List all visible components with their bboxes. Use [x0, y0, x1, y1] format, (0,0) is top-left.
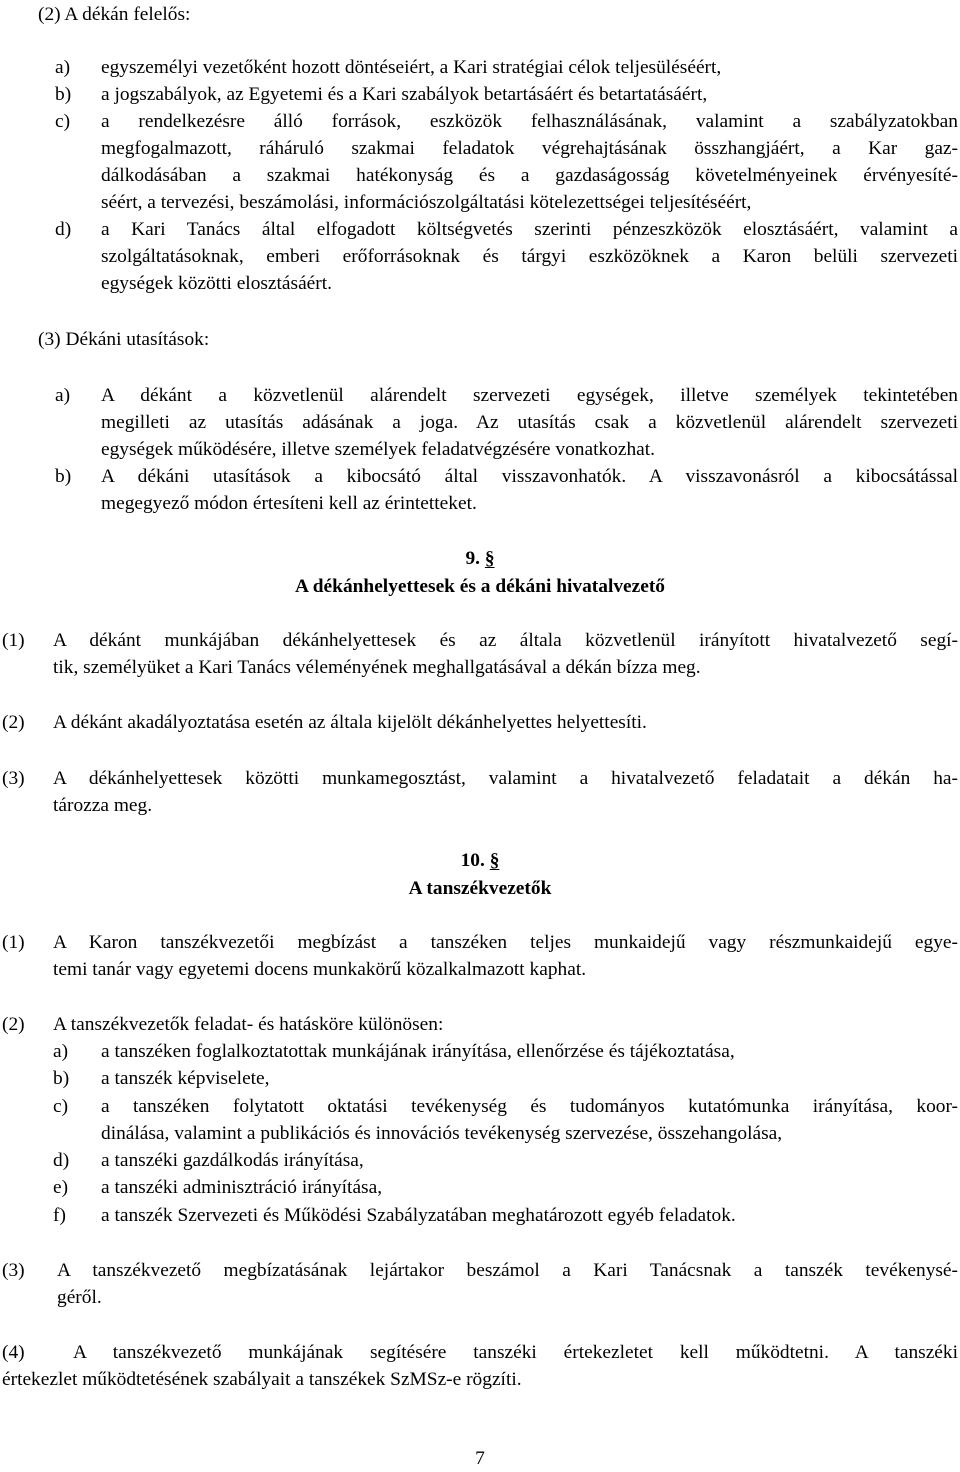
- section-sign: §: [489, 850, 500, 871]
- document-page: (2) A dékán felelős: a) egyszemélyi vezetőként hozott döntéseiért, a Kari stratégiai célok teljesüléséért, b) a jogszabályok, az Egyetemi és a Kari szabályok betartásáért és betartatásáért, c) a rendelkezésre álló források, eszközök felhasználásának, valamint a szabályzatokban megfogalmazott, ráháruló szakmai feladatok végrehajtásának összhangjáért, a Kar gaz- dálkodásában a szakmai hatékonyság és a gazdaságosság követelményeinek érvényesíté- séért, a tervezési, beszámolási, információszolgáltatási kötelezettségei teljesítéséért, d) a Kari Tanács által elfogadott költségvetés szerinti pénzeszközök elosztásáért, valamint a szolgáltatásoknak, emberi erőforrásoknak és tárgyi eszközöknek a Karon belüli szervezeti egységek közötti elosztásáért. (3) Dékáni utasítások: a) A dékánt a közvetlenül alárendelt szervezeti egységek, illetve személyek tekintetében megilleti az utasítás adásának a joga. Az utasítás csak a közvetlenül alárendelt szervezeti egységek működésére, illetve személyek feladatvégzésére vonatkozhat. b) A dékáni utasítások a kibocsátó által visszavonhatók. A visszavonásról a kibocsátással megegyező módon értesíteni kell az érintetteket. 9. § A dékánhelyettesek és a dékáni hivatalvezető (1) A dékánt munkájában dékánhelyettesek és az általa közvetlenül irányított hivatalvezető segí- tik, személyüket a Kari Tanács véleményének meghallgatásával a dékán bízza meg. (2) A dékánt akadályoztatása esetén az általa kijelölt dékánhelyettes helyettesíti. (3) A dékánhelyettesek közötti munkamegosztást, valamint a hivatalvezető feladatait a dékán ha- tározza meg. 10. § A tanszékvezetők (1) A Karon tanszékvezetői megbízást a tanszéken teljes munkaidejű vagy részmunkaidejű egye- temi tanár vagy egyetemi docens munkakörű közalkalmazott kaphat. (2) A tanszékvezetők feladat- és hatásköre különösen: a) a tanszéken foglalkoztatottak munkájának irányítása, ellenőrzése és tájékoztatása, b) a tanszék képviselete, c) a tanszéken folytatott oktatási tevékenység és tudományos kutatómunka irányítása, koor- dinálása, valamint a publikációs és innovációs tevékenység szervezése, összehangolása, d) a tanszéki gazdálkodás irányítása, e) a tanszéki adminisztráció irányítása, f) a tanszék Szervezeti és Működési Szabályzatában meghatározott egyéb feladatok. (3) A tanszékvezető megbízatásának lejártakor beszámol a Kari Tanácsnak a tanszék tevékenysé- géről. (4) A tanszékvezető munkájának segítésére tanszéki értekezletet kell működtetni. A tanszéki értekezlet működtetésének szabályait a tanszékek SzMSz-e rögzíti. 7: [0, 0, 960, 1470]
- section-title: A dékánhelyettesek és a dékáni hivatalvezető: [294, 576, 666, 597]
- section-number: 10. §: [460, 850, 500, 871]
- page-number: 7: [475, 1448, 485, 1469]
- block-heading: (3) Dékáni utasítások:: [38, 329, 210, 350]
- block-heading: (2) A dékán felelős:: [38, 4, 191, 25]
- section-number: 9. §: [465, 548, 495, 569]
- section-title: A tanszékvezetők: [408, 878, 552, 899]
- section-sign: §: [484, 548, 495, 569]
